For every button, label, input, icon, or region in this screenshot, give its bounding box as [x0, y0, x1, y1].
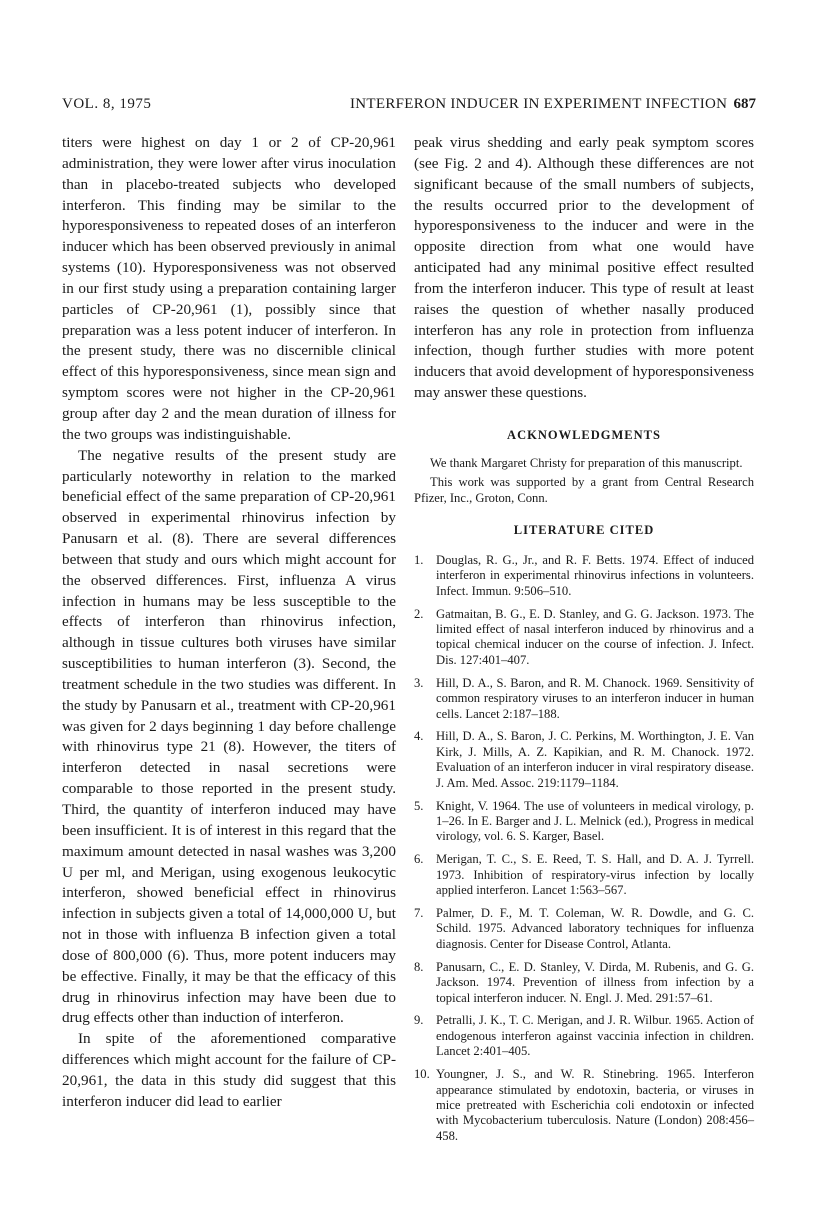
- running-title: INTERFERON INDUCER IN EXPERIMENT INFECTION: [350, 96, 728, 112]
- volume-label: VOL. 8, 1975: [62, 96, 152, 112]
- page-number: 687: [733, 96, 756, 112]
- reference-item: 6. Merigan, T. C., S. E. Reed, T. S. Hall, and D. A. J. Tyrrell. 1973. Inhibition of respiratory-virus infection by locally applied interferon. Lancet 1:563–567.: [414, 852, 754, 898]
- body-paragraph: titers were highest on day 1 or 2 of CP-20,961 administration, they were lower after virus inoculation than in placebo-treated subjects who developed interferon. This finding may be similar to the hyporesponsiveness to repeated doses of an interferon inducer which has been observed previously in animal systems (10). Hyporesponsiveness was not observed in our first study using a preparation containing larger particles of CP-20,961 (1), possibly since that preparation was a less potent inducer of interferon. In the present study, there was no discernible clinical effect of this hyporesponsiveness, since mean sign and symptom scores were not higher in the CP-20,961 group after day 2 and the mean duration of illness for the two groups was indistinguishable.: [62, 134, 396, 443]
- body-paragraph: peak virus shedding and early peak symptom scores (see Fig. 2 and 4). Although these differences are not significant because of the small numbers of subjects, the results occurred prior to the development of hyporesponsiveness to the inducer and were in the opposite direction from what one would have anticipated had any minimal positive effect resulted from the interferon inducer. This type of result at least raises the question of whether nasally produced interferon has any role in protection from influenza infection, though further studies with more potent inducers that avoid development of hyporesponsiveness may answer these questions.: [414, 134, 754, 402]
- reference-item: 7. Palmer, D. F., M. T. Coleman, W. R. Dowdle, and G. C. Schild. 1975. Advanced laboratory techniques for influenza diagnosis. Center for Disease Control, Atlanta.: [414, 906, 754, 951]
- reference-item: 5. Knight, V. 1964. The use of volunteers in medical virology, p. 1–26. In E. Barger and J. L. Melnick (ed.), Progress in medical virology, vol. 6. S. Karger, Basel.: [414, 798, 754, 844]
- reference-item: 3. Hill, D. A., S. Baron, and R. M. Chanock. 1969. Sensitivity of common respiratory viruses to an interferon inducer in human cells. Lancet 2:187–188.: [414, 675, 754, 721]
- acknowledgments-heading: ACKNOWLEDGMENTS: [507, 427, 661, 442]
- reference-item: 10. Youngner, J. S., and W. R. Stinebring. 1965. Interferon appearance stimulated by endotoxin, bacteria, or viruses in mice pretreated with Escherichia coli endotoxin or infected with Mycobacterium tuberculosis. Nature (London) 208:456–458.: [414, 1067, 754, 1143]
- right-column: [414, 133, 754, 1152]
- body-paragraph: In spite of the aforementioned comparative differences which might account for the failure of CP-20,961, the data in this study did suggest that this interferon inducer did lead to earlier: [62, 1030, 396, 1110]
- funding-text: This work was supported by a grant from Central Research Pfizer, Inc., Groton, Conn.: [414, 475, 754, 505]
- reference-list: [414, 553, 754, 1144]
- reference-item: 4. Hill, D. A., S. Baron, J. C. Perkins, M. Worthington, J. E. Van Kirk, J. Mills, A. Z. Kapikian, and R. M. Chanock. 1972. Evaluation of an interferon inducer in viral respiratory disease. J. Am. Med. Assoc. 219:1179–1184.: [414, 729, 754, 790]
- reference-item: 1. Douglas, R. G., Jr., and R. F. Betts. 1974. Effect of induced interferon in experimental rhinovirus infections in volunteers. Infect. Immun. 9:506–510.: [414, 552, 754, 598]
- reference-item: 2. Gatmaitan, B. G., E. D. Stanley, and G. G. Jackson. 1973. The limited effect of nasal interferon induced by rhinovirus and a topical chemical inducer on the course of infection. J. Infect. Dis. 127:401–407.: [414, 606, 754, 667]
- reference-item: 9. Petralli, J. K., T. C. Merigan, and J. R. Wilbur. 1965. Action of endogenous interferon against vaccinia infection in children. Lancet 2:401–405.: [414, 1013, 754, 1059]
- literature-cited-heading: LITERATURE CITED: [513, 523, 655, 538]
- left-column: [62, 133, 396, 1113]
- acknowledgment-text: We thank Margaret Christy for preparation of this manuscript.: [430, 455, 743, 470]
- running-header: [62, 96, 756, 118]
- body-paragraph: The negative results of the present study are particularly noteworthy in relation to the marked beneficial effect of the same preparation of CP-20,961 observed in experimental rhinovirus infection by Panusarn et al. (8). There are several differences between that study and ours which might account for the observed differences. First, influenza A virus infection in humans may be less susceptible to the effects of interferon than rhinovirus infection, although in tissue cultures both viruses have similar susceptibilities to human interferon (3). Second, the treatment schedule in the two studies was different. In the study by Panusarn et al., treatment with CP-20,961 was given for 2 days beginning 1 day before challenge with rhinovirus type 21 (8). However, the titers of interferon detected in nasal secretions were comparable to those reported in the present study. Third, the quantity of interferon induced may have been insufficient. It is of interest in this regard that the maximum amount detected in nasal washes was 3,200 U per ml, and Merigan, using exogenous leukocytic interferon, showed beneficial effect in rhinovirus infection in subjects given a total of 14,000,000 U, but not in those with influenza B infection given a total dose of 800,000 (6). Thus, more potent inducers may be effective. Finally, it may be that the efficacy of this drug in rhinovirus infection may have been due to drug effects other than induction of interferon.: [62, 446, 396, 1027]
- reference-item: 8. Panusarn, C., E. D. Stanley, V. Dirda, M. Rubenis, and G. G. Jackson. 1974. Prevention of illness from infection by a topical interferon inducer. N. Engl. J. Med. 291:57–61.: [414, 959, 754, 1005]
